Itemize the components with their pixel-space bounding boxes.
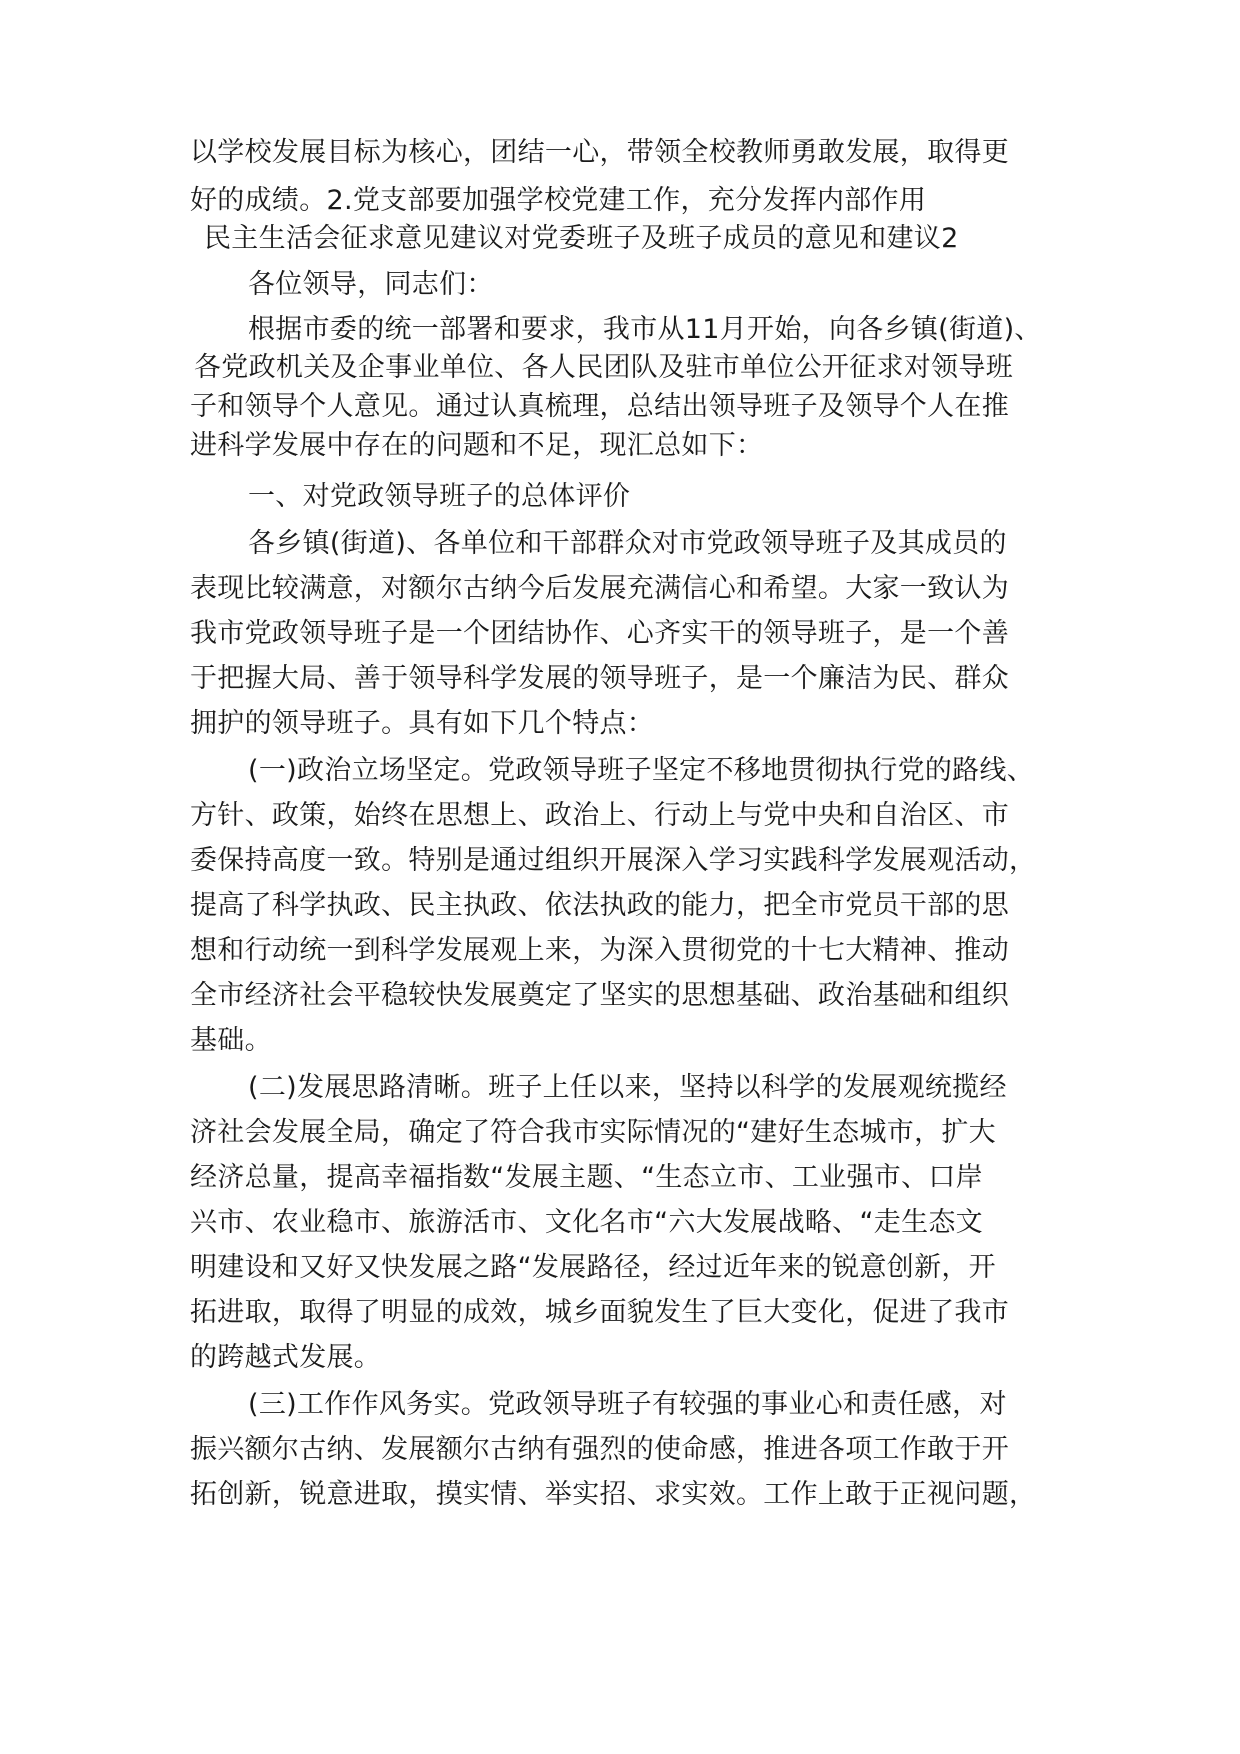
text-line: (二)发展思路清晰。班子上任以来，坚持以科学的发展观统揽经 — [248, 1072, 1007, 1103]
text-line: 表现比较满意，对额尔古纳今后发展充满信心和希望。大家一致认为 — [190, 573, 1009, 604]
text-line: 想和行动统一到科学发展观上来，为深入贯彻党的十七大精神、推动 — [190, 935, 1009, 966]
text-line: 拓创新，锐意进取，摸实情、举实招、求实效。工作上敢于正视问题， — [190, 1479, 1037, 1510]
section-title: 民主生活会征求意见建议对党委班子及班子成员的意见和建议2 — [204, 223, 959, 254]
text-line: 兴市、农业稳市、旅游活市、文化名市“六大发展战略、“走生态文 — [190, 1207, 983, 1238]
text-line: 经济总量，提高幸福指数“发展主题、“生态立市、工业强市、口岸 — [190, 1162, 983, 1193]
text-line: 明建设和又好又快发展之路“发展路径，经过近年来的锐意创新，开 — [190, 1252, 996, 1283]
text-line: 以学校发展目标为核心，团结一心，带领全校教师勇敢发展，取得更 — [190, 137, 1009, 168]
text-line: 济社会发展全局，确定了符合我市实际情况的“建好生态城市，扩大 — [190, 1117, 996, 1148]
text-line: 根据市委的统一部署和要求，我市从11月开始，向各乡镇(街道)、 — [248, 314, 1042, 345]
text-line: 好的成绩。2.党支部要加强学校党建工作，充分发挥内部作用 — [190, 185, 927, 216]
text-line: 拓进取，取得了明显的成效，城乡面貌发生了巨大变化，促进了我市 — [190, 1297, 1009, 1328]
text-line: 拥护的领导班子。具有如下几个特点： — [190, 708, 655, 739]
text-line: 各乡镇(街道)、各单位和干部群众对市党政领导班子及其成员的 — [248, 528, 1007, 559]
text-line: 基础。 — [190, 1025, 272, 1056]
text-line: 方针、政策，始终在思想上、政治上、行动上与党中央和自治区、市 — [190, 800, 1009, 831]
salutation: 各位领导，同志们： — [248, 269, 494, 300]
text-line: 的跨越式发展。 — [190, 1342, 382, 1373]
text-line: 子和领导个人意见。通过认真梳理，总结出领导班子及领导个人在推 — [190, 391, 1009, 422]
text-line: 我市党政领导班子是一个团结协作、心齐实干的领导班子，是一个善 — [190, 618, 1009, 649]
text-line: (三)工作作风务实。党政领导班子有较强的事业心和责任感，对 — [248, 1389, 1007, 1420]
text-line: 于把握大局、善于领导科学发展的领导班子，是一个廉洁为民、群众 — [190, 663, 1009, 694]
text-line: 各党政机关及企事业单位、各人民团队及驻市单位公开征求对领导班 — [194, 352, 1013, 383]
text-line: 振兴额尔古纳、发展额尔古纳有强烈的使命感，推进各项工作敢于开 — [190, 1434, 1009, 1465]
text-line: 进科学发展中存在的问题和不足，现汇总如下： — [190, 430, 764, 461]
text-line: 委保持高度一致。特别是通过组织开展深入学习实践科学发展观活动， — [190, 845, 1037, 876]
text-line: (一)政治立场坚定。党政领导班子坚定不移地贯彻执行党的路线、 — [248, 755, 1035, 786]
text-line: 全市经济社会平稳较快发展奠定了坚实的思想基础、政治基础和组织 — [190, 980, 1009, 1011]
section-heading: 一、对党政领导班子的总体评价 — [248, 481, 631, 512]
text-line: 提高了科学执政、民主执政、依法执政的能力，把全市党员干部的思 — [190, 890, 1009, 921]
